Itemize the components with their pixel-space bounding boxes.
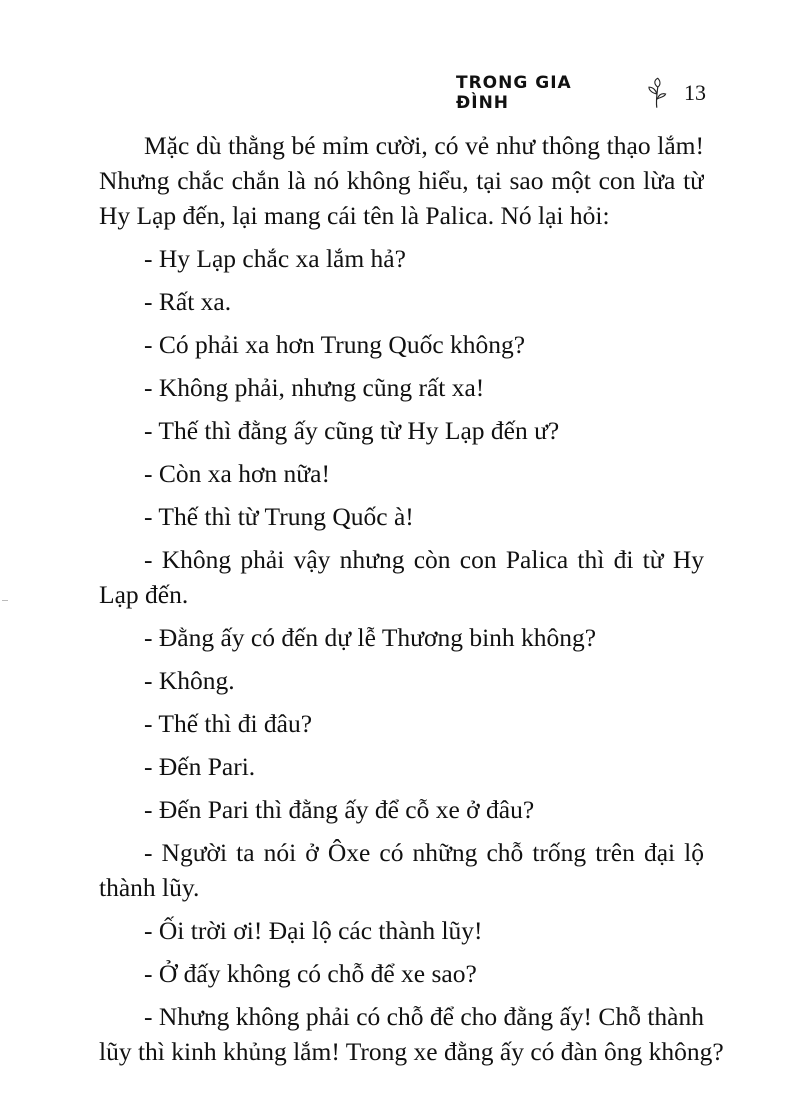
- text-line: thành lũy.: [99, 873, 200, 902]
- paragraph: [99, 792, 704, 827]
- text-line: - Đến Pari.: [144, 752, 256, 781]
- paragraph: [99, 620, 704, 655]
- text-line: - Thế thì đi đâu?: [144, 709, 313, 738]
- paragraph: [99, 835, 704, 905]
- text-line: - Rất xa.: [144, 287, 232, 316]
- paragraph: [99, 456, 704, 491]
- paragraph: [99, 542, 704, 612]
- paragraph: [99, 284, 704, 319]
- text-line: - Đằng ấy có đến dự lễ Thương binh không?: [144, 623, 597, 652]
- leaf-sprig-icon: [646, 77, 668, 109]
- text-line: Nhưng chắc chắn là nó không hiểu, tại sao một con lừa từ: [99, 166, 704, 195]
- text-line: - Còn xa hơn nữa!: [144, 459, 330, 488]
- text-line: - Không phải, nhưng cũng rất xa!: [144, 373, 485, 402]
- paragraph: [99, 749, 704, 784]
- text-line: Hy Lạp đến, lại mang cái tên là Palica. Nó lại hỏi:: [99, 201, 610, 230]
- text-line: Lạp đến.: [99, 580, 189, 609]
- running-title: TRONG GIA ĐÌNH: [456, 73, 572, 113]
- text-line: - Không.: [144, 666, 235, 695]
- text-line: - Không phải vậy nhưng còn con Palica thì đi từ Hy: [144, 545, 704, 574]
- paragraph: [99, 956, 704, 991]
- paragraph: [99, 241, 704, 276]
- paragraph: [99, 913, 704, 948]
- paragraph: [99, 663, 704, 698]
- paragraph: [99, 499, 704, 534]
- text-line: Mặc dù thằng bé mỉm cười, có vẻ như thông thạo lắm!: [144, 131, 704, 160]
- paragraph: [99, 706, 704, 741]
- text-line: - Đến Pari thì đằng ấy để cỗ xe ở đâu?: [144, 795, 535, 824]
- text-line: - Ối trời ơi! Đại lộ các thành lũy!: [144, 916, 483, 945]
- paragraph: [99, 413, 704, 448]
- paragraph: [99, 999, 724, 1069]
- text-line: - Ở đấy không có chỗ để xe sao?: [144, 959, 477, 988]
- text-line: - Người ta nói ở Ôxe có những chỗ trống trên đại lộ: [144, 838, 704, 867]
- scan-artifact: [2, 600, 8, 601]
- text-line: - Thế thì từ Trung Quốc à!: [144, 502, 414, 531]
- running-header: [456, 73, 706, 113]
- text-line: - Hy Lạp chắc xa lắm hả?: [144, 244, 406, 273]
- text-line: - Thế thì đằng ấy cũng từ Hy Lạp đến ư?: [144, 416, 560, 445]
- text-line: - Có phải xa hơn Trung Quốc không?: [144, 330, 526, 359]
- body-text: [99, 128, 724, 1077]
- paragraph: [99, 327, 704, 362]
- text-line: - Nhưng không phải có chỗ để cho đằng ấy! Chỗ thành: [144, 1002, 704, 1031]
- paragraph: [99, 128, 704, 233]
- paragraph: [99, 370, 704, 405]
- text-line: lũy thì kinh khủng lắm! Trong xe đằng ấy có đàn ông không?: [99, 1037, 724, 1066]
- page-number: 13: [684, 80, 706, 105]
